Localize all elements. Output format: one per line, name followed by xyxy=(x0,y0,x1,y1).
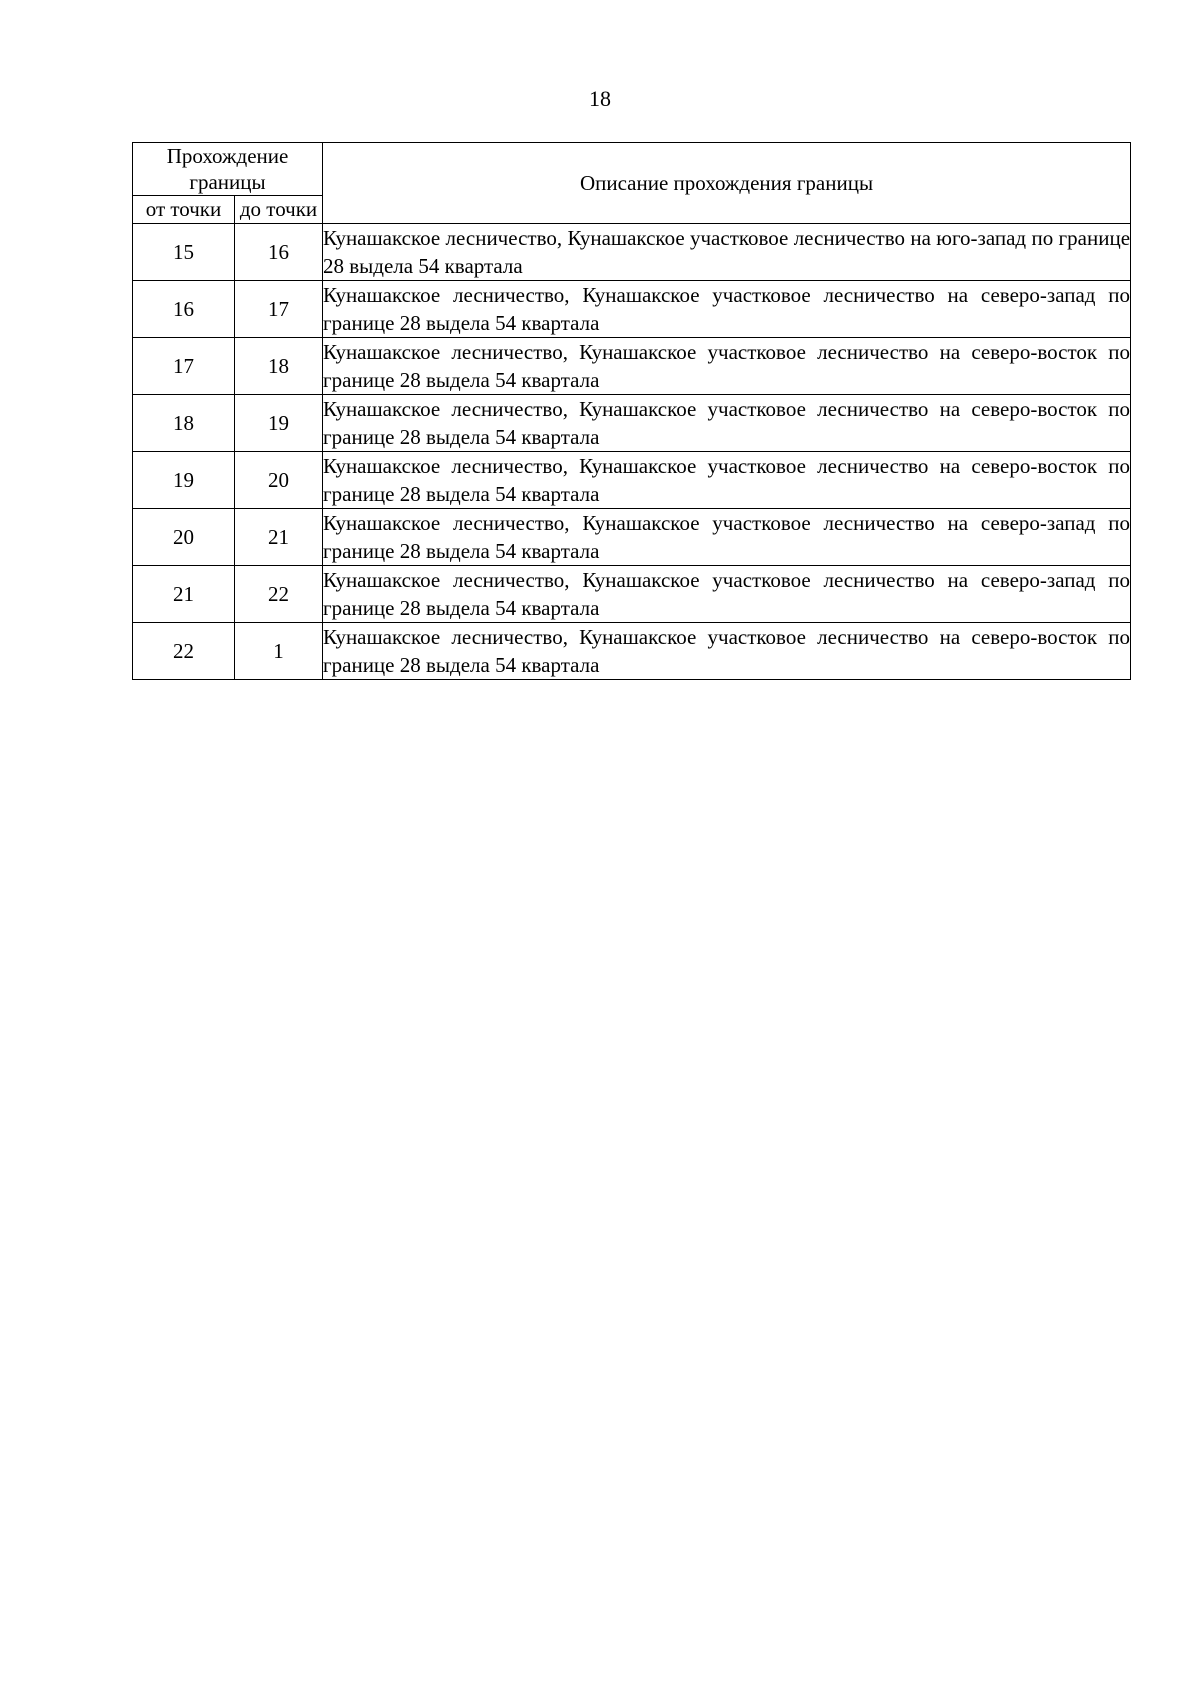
from-point-cell: 15 xyxy=(133,224,235,281)
from-point-cell: 18 xyxy=(133,395,235,452)
from-point-cell: 19 xyxy=(133,452,235,509)
description-cell: Кунашакское лесничество, Кунашакское участковое лесничество на юго-запад по границе 28 выдела 54 квартала xyxy=(323,224,1131,281)
from-point-cell: 16 xyxy=(133,281,235,338)
table-row xyxy=(133,623,1131,680)
table-header xyxy=(133,143,1131,224)
header-boundary-passage: Прохождение границы xyxy=(133,143,323,196)
to-point-cell: 1 xyxy=(235,623,323,680)
boundary-description-table xyxy=(132,142,1131,680)
header-from-point: от точки xyxy=(133,196,235,224)
description-cell: Кунашакское лесничество, Кунашакское участковое лесничество на северо-запад по границе 28 выдела 54 квартала xyxy=(323,509,1131,566)
table-row xyxy=(133,452,1131,509)
table-row xyxy=(133,395,1131,452)
from-point-cell: 20 xyxy=(133,509,235,566)
to-point-cell: 20 xyxy=(235,452,323,509)
header-description: Описание прохождения границы xyxy=(323,143,1131,224)
from-point-cell: 21 xyxy=(133,566,235,623)
to-point-cell: 22 xyxy=(235,566,323,623)
to-point-cell: 17 xyxy=(235,281,323,338)
description-cell: Кунашакское лесничество, Кунашакское участковое лесничество на северо-запад по границе 28 выдела 54 квартала xyxy=(323,566,1131,623)
description-cell: Кунашакское лесничество, Кунашакское участковое лесничество на северо-восток по границе 28 выдела 54 квартала xyxy=(323,623,1131,680)
description-cell: Кунашакское лесничество, Кунашакское участковое лесничество на северо-запад по границе 28 выдела 54 квартала xyxy=(323,281,1131,338)
table-row xyxy=(133,509,1131,566)
description-cell: Кунашакское лесничество, Кунашакское участковое лесничество на северо-восток по границе 28 выдела 54 квартала xyxy=(323,395,1131,452)
to-point-cell: 18 xyxy=(235,338,323,395)
table-row xyxy=(133,338,1131,395)
table-row xyxy=(133,224,1131,281)
table-row xyxy=(133,281,1131,338)
table-body xyxy=(133,224,1131,680)
description-cell: Кунашакское лесничество, Кунашакское участковое лесничество на северо-восток по границе 28 выдела 54 квартала xyxy=(323,338,1131,395)
to-point-cell: 21 xyxy=(235,509,323,566)
from-point-cell: 17 xyxy=(133,338,235,395)
to-point-cell: 16 xyxy=(235,224,323,281)
from-point-cell: 22 xyxy=(133,623,235,680)
page-number: 18 xyxy=(589,86,611,111)
table-row xyxy=(133,566,1131,623)
to-point-cell: 19 xyxy=(235,395,323,452)
header-to-point: до точки xyxy=(235,196,323,224)
description-cell: Кунашакское лесничество, Кунашакское участковое лесничество на северо-восток по границе 28 выдела 54 квартала xyxy=(323,452,1131,509)
